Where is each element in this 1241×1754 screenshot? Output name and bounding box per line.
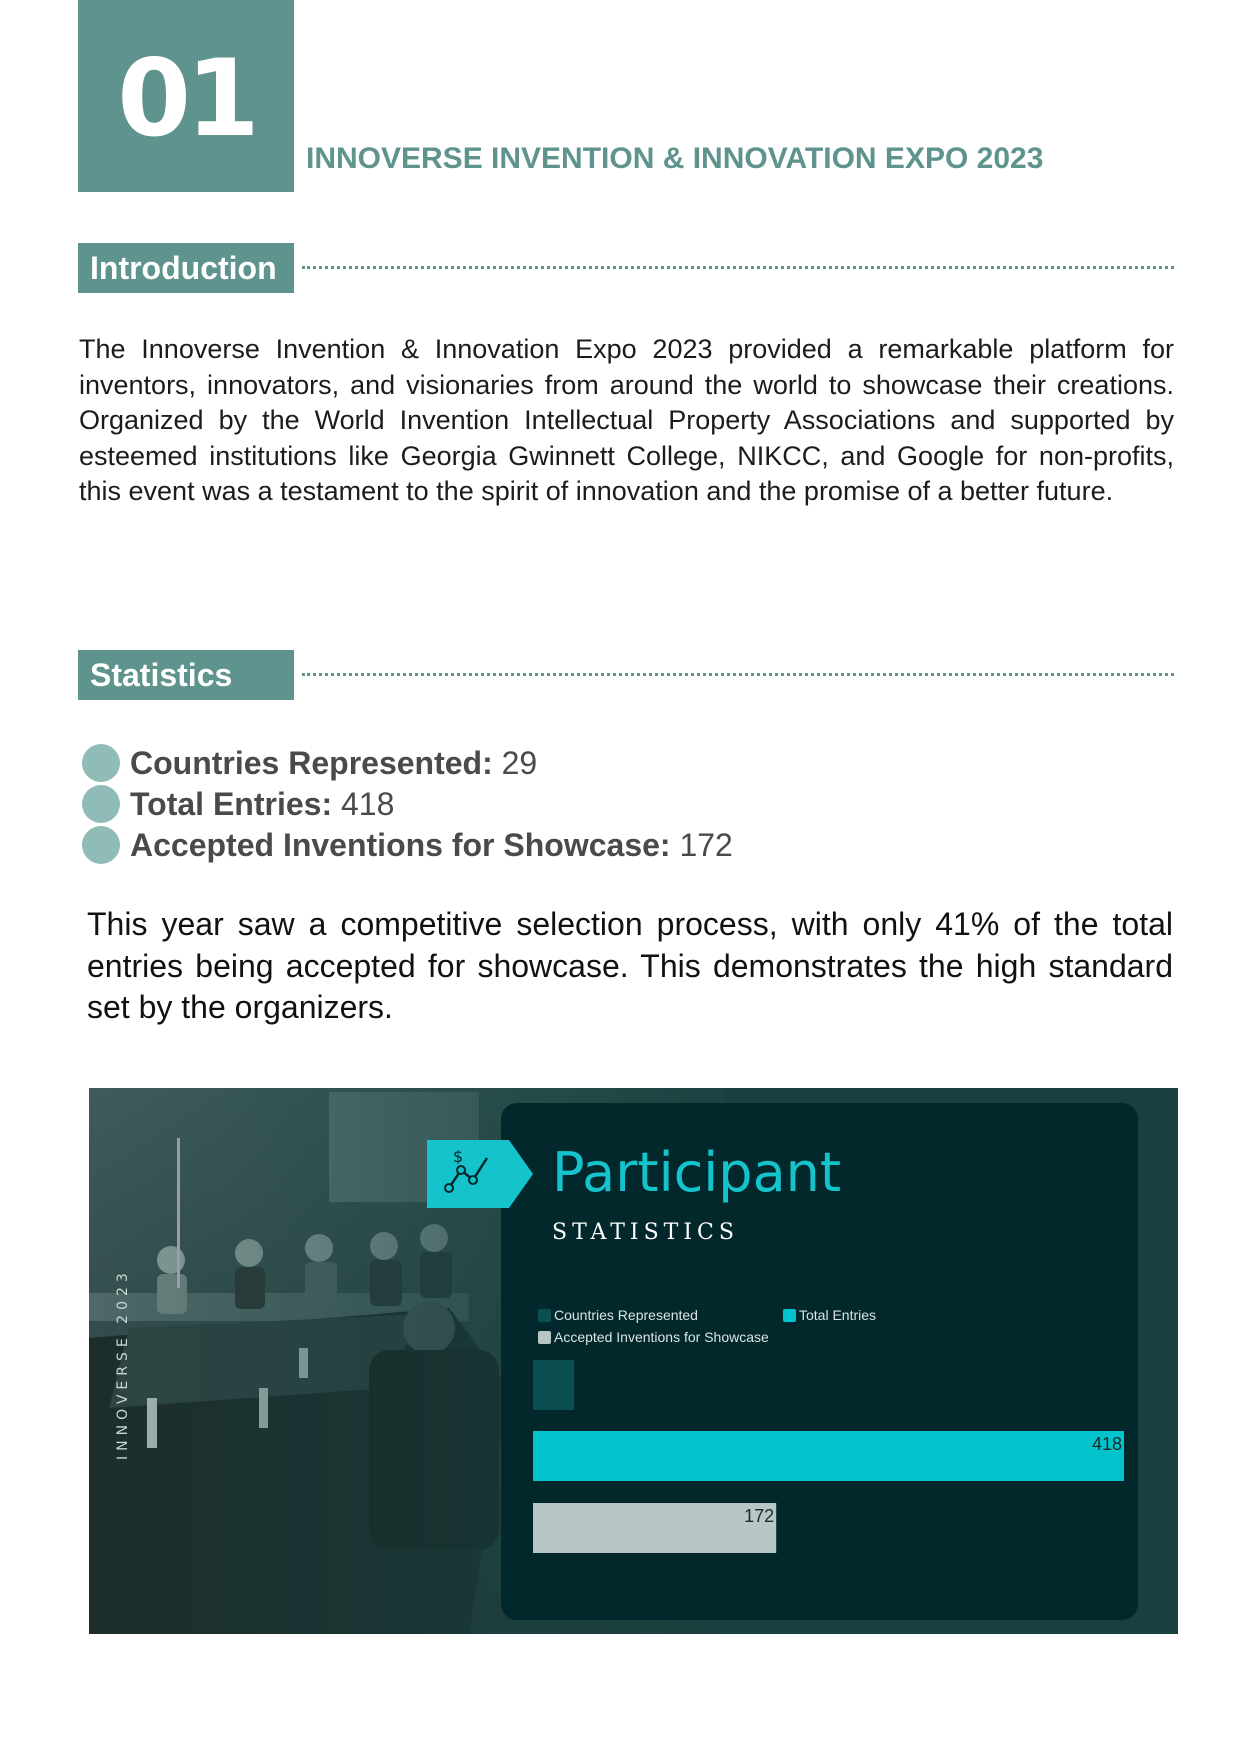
chapter-number-block: [78, 0, 294, 192]
introduction-divider: [302, 266, 1174, 269]
legend-label: Accepted Inventions for Showcase: [554, 1329, 769, 1345]
stat-item-accepted: [82, 825, 733, 865]
infographic-subtitle: STATISTICS: [552, 1220, 739, 1245]
bar-accepted: [533, 1503, 776, 1553]
introduction-paragraph: The Innoverse Invention & Innovation Expo 2023 provided a remarkable platform for inventors, innovators, and visionaries from around the world to showcase their creations. Organized by the World Invention Intellectual Property Associations and supported by esteemed institutions like Georgia Gwinnett College, NIKCC, and Google for non-profits, this event was a testament to the spirit of innovation and the promise of a better future.: [79, 334, 1174, 506]
bullet-dot-icon: [82, 785, 120, 823]
stat-label: Total Entries:: [130, 785, 333, 822]
infographic-title: Participant: [552, 1141, 842, 1204]
legend-label: Total Entries: [799, 1307, 877, 1323]
stat-value: 29: [501, 744, 538, 781]
document-title: INNOVERSE INVENTION & INNOVATION EXPO 2023: [306, 142, 1044, 175]
bullet-dot-icon: [82, 744, 120, 782]
stat-item-entries: [82, 784, 394, 824]
bar-entries: [533, 1431, 1124, 1481]
bar-value-label: 418: [1091, 1434, 1122, 1454]
infographic-side-text: INNOVERSE 2023: [115, 1268, 131, 1460]
statistics-divider: [302, 673, 1174, 676]
stat-value: 172: [679, 826, 733, 863]
introduction-heading: Introduction: [78, 243, 294, 293]
bar-value-label: 172: [744, 1506, 775, 1526]
svg-text:$: $: [453, 1147, 464, 1166]
stat-item-countries: [82, 743, 537, 783]
stat-label: Accepted Inventions for Showcase:: [130, 826, 671, 863]
statistics-heading: Statistics: [78, 650, 294, 700]
legend-label: Countries Represented: [554, 1307, 698, 1323]
bar-chart: [89, 1088, 1178, 1634]
statistics-summary-paragraph: This year saw a competitive selection process, with only 41% of the total entries being accepted for showcase. This demonstrates the high standard set by the organizers.: [87, 906, 1173, 1025]
bar-countries: [533, 1360, 574, 1410]
bullet-dot-icon: [82, 826, 120, 864]
participant-statistics-infographic: [89, 1088, 1178, 1634]
stat-value: 418: [340, 785, 395, 822]
stat-label: Countries Represented:: [130, 744, 493, 781]
chapter-number: 01: [117, 37, 255, 160]
